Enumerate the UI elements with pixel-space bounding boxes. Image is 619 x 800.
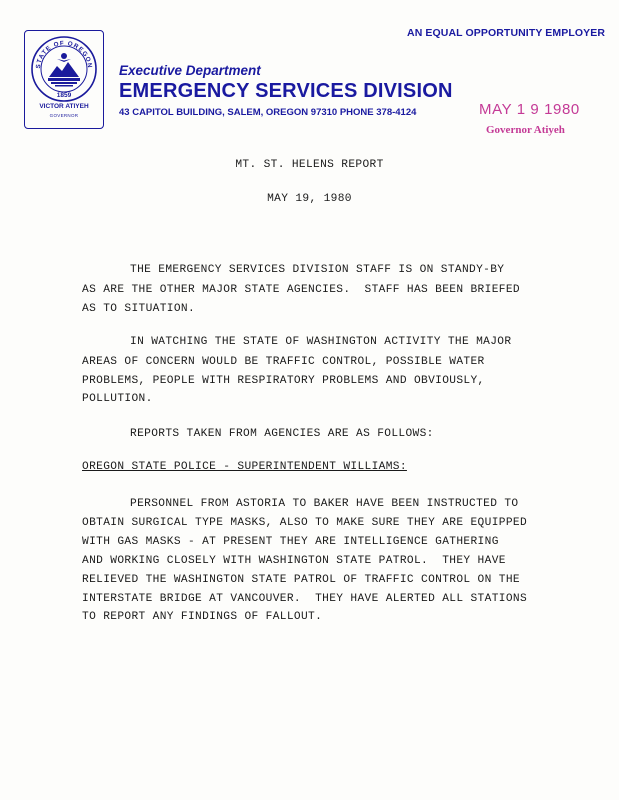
- paragraph3-line: AND WORKING CLOSELY WITH WASHINGTON STATE PATROL. THEY HAVE: [82, 555, 506, 567]
- oregon-seal-icon: [30, 35, 98, 103]
- equal-opportunity-notice: AN EQUAL OPPORTUNITY EMPLOYER: [407, 27, 605, 39]
- paragraph2-line: AREAS OF CONCERN WOULD BE TRAFFIC CONTROL, POSSIBLE WATER: [82, 356, 485, 368]
- paragraph3-line: INTERSTATE BRIDGE AT VANCOUVER. THEY HAVE ALERTED ALL STATIONS: [82, 593, 528, 605]
- paragraph1-line: AS ARE THE OTHER MAJOR STATE AGENCIES. STAFF HAS BEEN BRIEFED: [82, 284, 520, 296]
- paragraph2-line: PROBLEMS, PEOPLE WITH RESPIRATORY PROBLEMS AND OBVIOUSLY,: [82, 375, 485, 387]
- seal-state-text: STATE OF OREGON: [34, 39, 94, 69]
- division-title: EMERGENCY SERVICES DIVISION: [119, 80, 453, 102]
- governor-title: GOVERNOR: [49, 113, 79, 118]
- department-title: Executive Department: [119, 63, 261, 78]
- received-stamp-name: Governor Atiyeh: [486, 124, 565, 136]
- reports-intro: REPORTS TAKEN FROM AGENCIES ARE AS FOLLOWS:: [130, 428, 434, 440]
- paragraph1-line: AS TO SITUATION.: [82, 303, 196, 315]
- governor-name: VICTOR ATIYEH: [39, 103, 89, 110]
- report-title: MT. ST. HELENS REPORT: [235, 159, 384, 171]
- division-address: 43 CAPITOL BUILDING, SALEM, OREGON 97310 PHONE 378-4124: [119, 107, 417, 118]
- paragraph3-line: PERSONNEL FROM ASTORIA TO BAKER HAVE BEEN INSTRUCTED TO: [130, 498, 519, 510]
- report-date: MAY 19, 1980: [267, 193, 352, 205]
- paragraph3-line: OBTAIN SURGICAL TYPE MASKS, ALSO TO MAKE SURE THEY ARE EQUIPPED: [82, 517, 528, 529]
- paragraph3-line: RELIEVED THE WASHINGTON STATE PATROL OF TRAFFIC CONTROL ON THE: [82, 574, 520, 586]
- paragraph3-line: TO REPORT ANY FINDINGS OF FALLOUT.: [82, 611, 323, 623]
- paragraph3-line: WITH GAS MASKS - AT PRESENT THEY ARE INTELLIGENCE GATHERING: [82, 536, 499, 548]
- paragraph1-line: THE EMERGENCY SERVICES DIVISION STAFF IS ON STANDY-BY: [130, 264, 505, 276]
- seal-year: 1859: [56, 92, 72, 99]
- paragraph2-line: POLLUTION.: [82, 393, 153, 405]
- section-heading: OREGON STATE POLICE - SUPERINTENDENT WILLIAMS:: [82, 461, 407, 473]
- paragraph2-line: IN WATCHING THE STATE OF WASHINGTON ACTIVITY THE MAJOR: [130, 336, 512, 348]
- state-seal-box: [24, 30, 104, 129]
- received-stamp-date: MAY 1 9 1980: [479, 101, 580, 118]
